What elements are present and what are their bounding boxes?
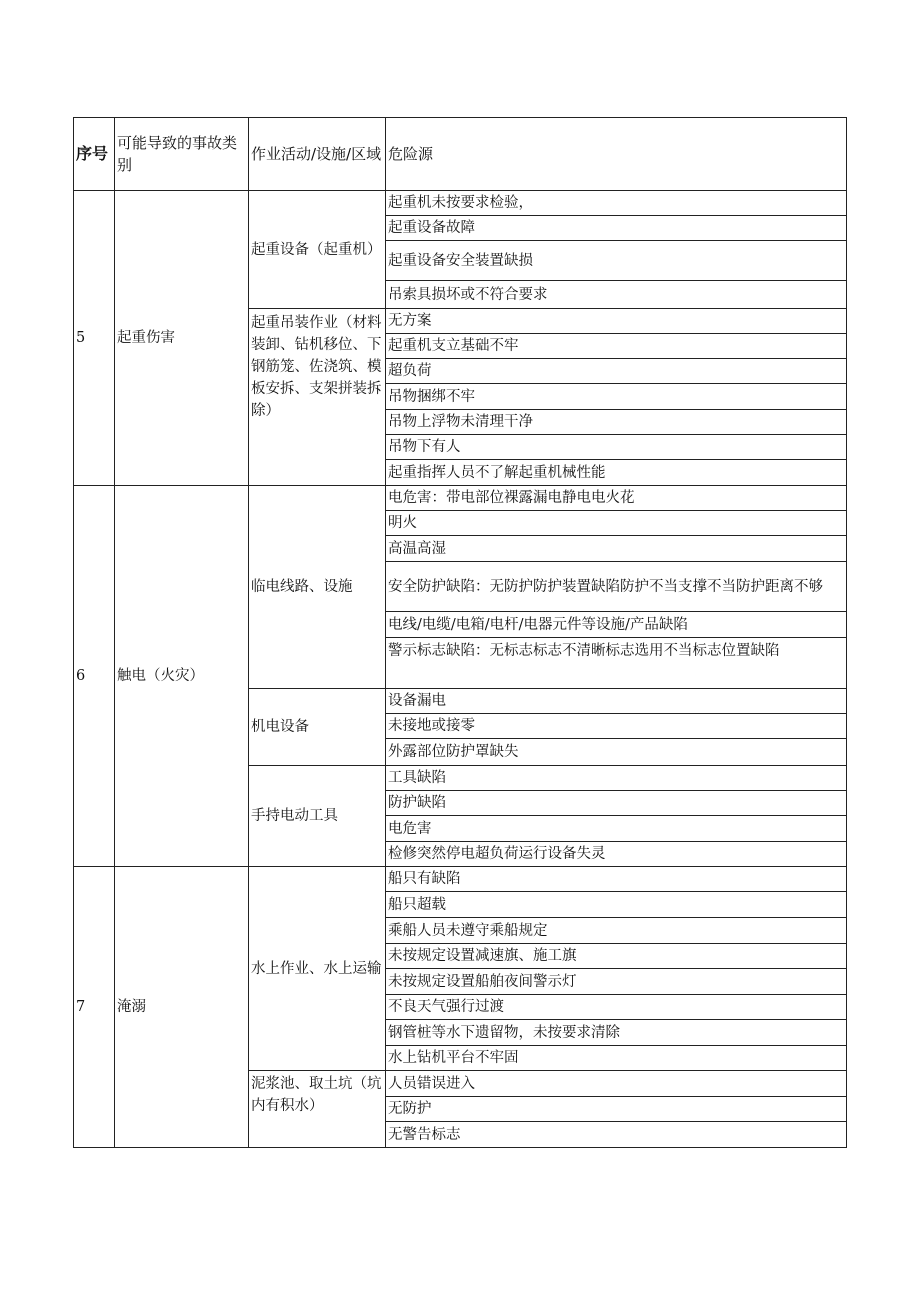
hazard-cell: 无方案 [386,309,847,334]
section-category: 起重伤害 [115,191,249,486]
hazard-cell: 人员错误进入 [386,1071,847,1097]
hazard-cell: 起重设备安全装置缺损 [386,241,847,281]
hazard-cell: 检修突然停电超负荷运行设备失灵 [386,842,847,867]
hazard-cell: 船只超载 [386,892,847,918]
section-category: 淹溺 [115,867,249,1148]
hazard-cell: 高温高湿 [386,536,847,562]
hazard-cell: 吊物上浮物未清理干净 [386,410,847,435]
hazard-cell: 明火 [386,511,847,536]
hazard-cell: 乘船人员未遵守乘船规定 [386,918,847,944]
hazard-cell: 电危害 [386,816,847,842]
hazard-cell: 起重机未按要求检验， [386,191,847,216]
hazard-cell: 钢管桩等水下遗留物，未按要求清除 [386,1020,847,1046]
hazard-cell: 船只有缺陷 [386,867,847,892]
hazard-cell: 警示标志缺陷：无标志标志不清晰标志选用不当标志位置缺陷 [386,638,847,689]
activity-cell: 水上作业、水上运输 [249,867,386,1071]
header-row [74,118,847,191]
section-seq: 5 [74,191,115,486]
hazard-cell: 未接地或接零 [386,714,847,739]
hazard-cell: 电线/电缆/电箱/电杆/电器元件等设施/产品缺陷 [386,612,847,638]
hazard-cell: 吊索具损坏或不符合要求 [386,281,847,309]
table-row [74,867,847,892]
header-category: 可能导致的事故类别 [115,118,249,191]
activity-cell: 起重吊装作业（材料装卸、钻机移位、下钢筋笼、佐浇筑、模板安拆、支架拼装拆除） [249,309,386,486]
table-row [74,486,847,511]
hazard-cell: 起重设备故障 [386,216,847,241]
hazard-cell: 水上钻机平台不牢固 [386,1046,847,1071]
hazard-cell: 超负荷 [386,359,847,384]
header-activity: 作业活动/设施/区域 [249,118,386,191]
hazard-cell: 防护缺陷 [386,791,847,816]
hazard-cell: 吊物下有人 [386,435,847,460]
hazard-cell: 无防护 [386,1097,847,1122]
hazard-cell: 无警告标志 [386,1122,847,1148]
hazard-cell: 未按规定设置减速旗、施工旗 [386,944,847,969]
activity-cell: 起重设备（起重机） [249,191,386,309]
hazard-cell: 电危害：带电部位裸露漏电静电电火花 [386,486,847,511]
hazard-cell: 安全防护缺陷：无防护防护装置缺陷防护不当支撑不当防护距离不够 [386,562,847,612]
hazard-cell: 外露部位防护罩缺失 [386,739,847,766]
header-seq: 序号 [74,118,115,191]
hazard-cell: 吊物捆绑不牢 [386,384,847,410]
hazard-cell: 不良天气强行过渡 [386,995,847,1020]
table-row [74,191,847,216]
activity-cell: 机电设备 [249,689,386,766]
header-hazard: 危险源 [386,118,847,191]
hazard-table [73,117,847,1148]
activity-cell: 手持电动工具 [249,766,386,867]
hazard-cell: 起重机支立基础不牢 [386,334,847,359]
hazard-cell: 设备漏电 [386,689,847,714]
section-category: 触电（火灾） [115,486,249,867]
hazard-cell: 工具缺陷 [386,766,847,791]
activity-cell: 临电线路、设施 [249,486,386,689]
section-seq: 7 [74,867,115,1148]
hazard-cell: 起重指挥人员不了解起重机械性能 [386,460,847,486]
section-seq: 6 [74,486,115,867]
hazard-cell: 未按规定设置船舶夜间警示灯 [386,969,847,995]
activity-cell: 泥浆池、取土坑（坑内有积水） [249,1071,386,1148]
